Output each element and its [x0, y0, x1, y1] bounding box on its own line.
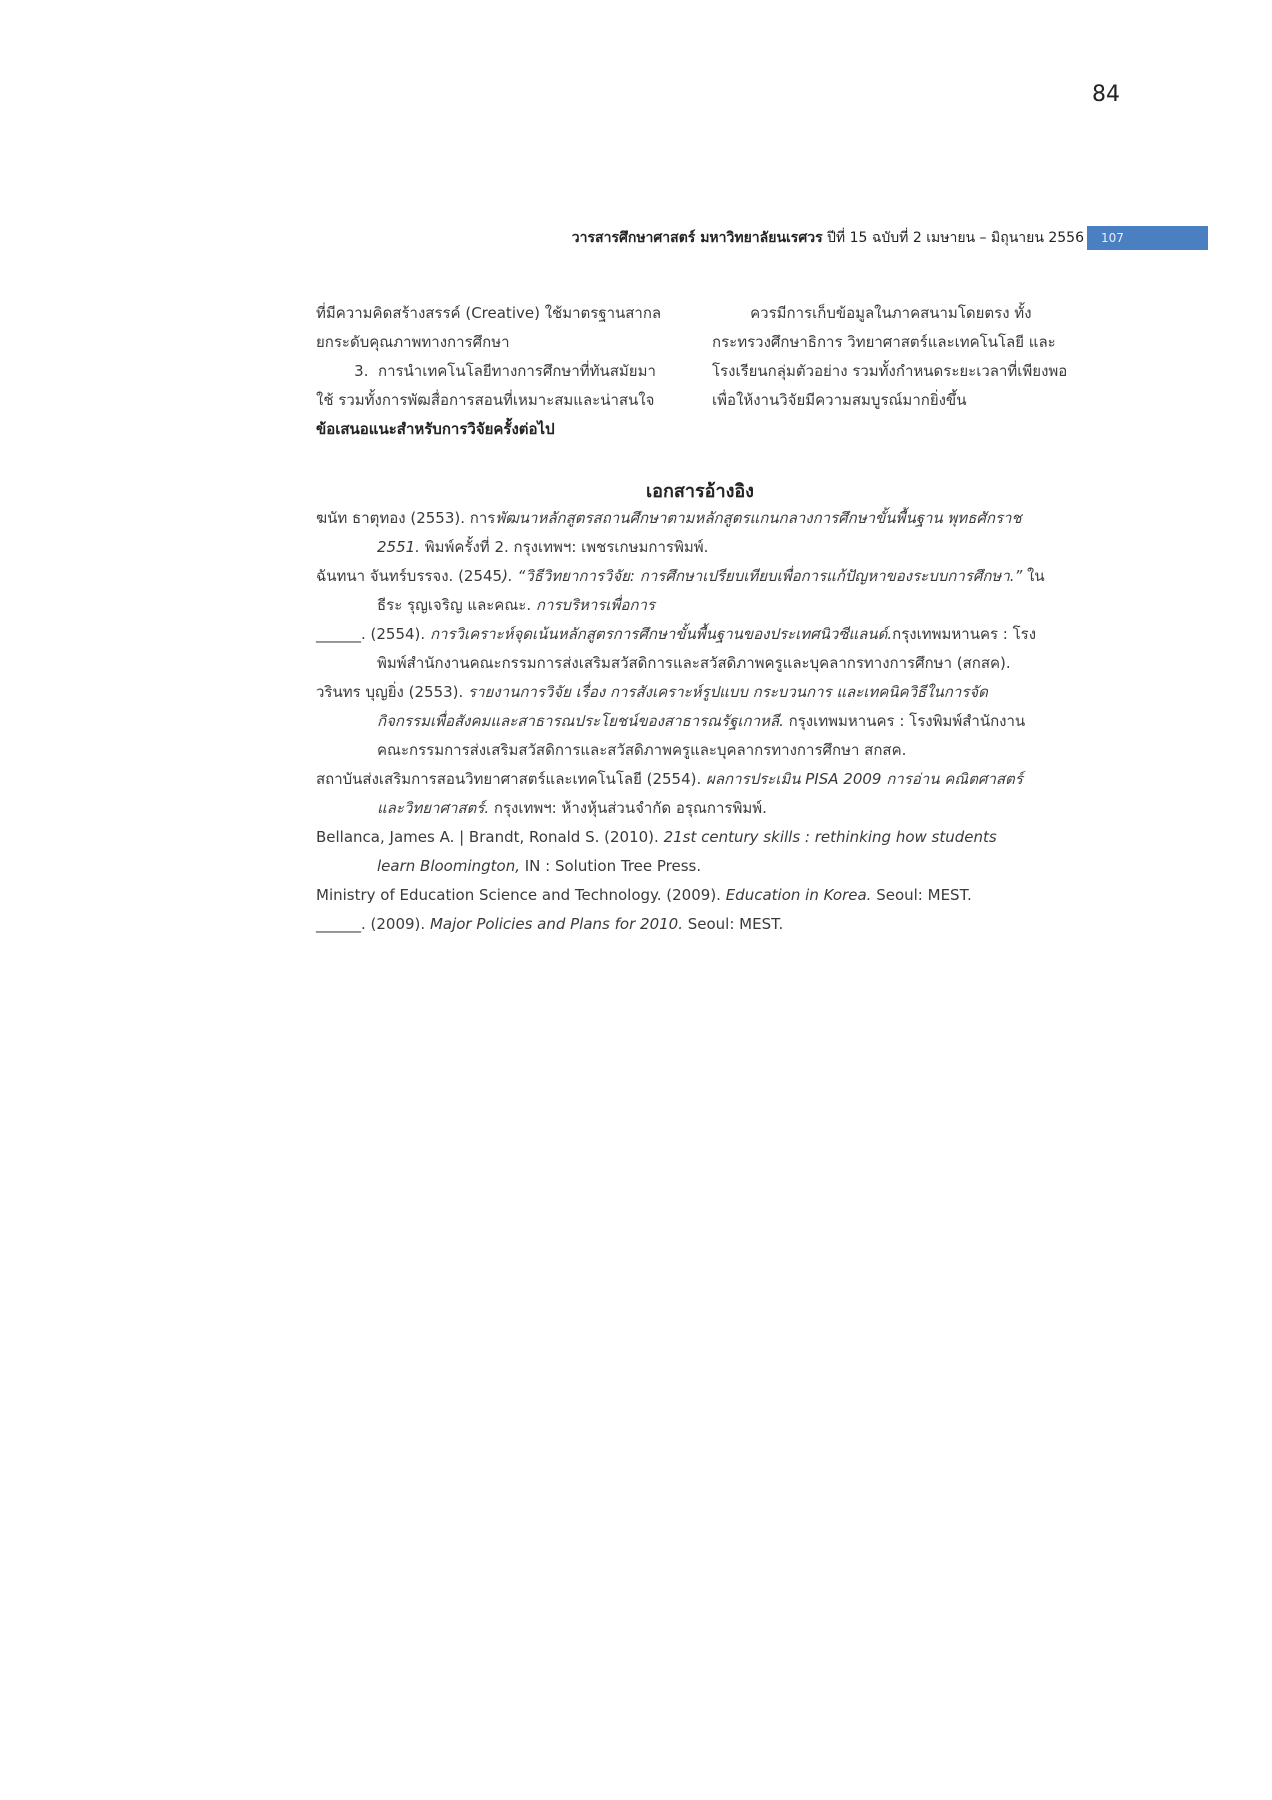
reference-text: กรุงเทพฯ: ห้างหุ้นส่วนจำกัด อรุณการพิมพ์.: [489, 799, 767, 817]
reference-title-text: Major Policies and Plans for 2010.: [429, 915, 683, 933]
reference-text: กรุงเทพมหานคร : โรง: [892, 625, 1037, 643]
reference-text: วรินทร บุญยิ่ง (2553).: [316, 683, 469, 701]
reference-line: [377, 739, 906, 761]
reference-line: [377, 797, 767, 819]
reference-text: Seoul: MEST.: [682, 915, 784, 933]
reference-title-text: พัฒนาหลักสูตรสถานศึกษาตามหลักสูตรแกนกลางการศึกษาขั้นพื้นฐาน พุทธศักราช: [495, 509, 1022, 527]
reference-line: [316, 681, 988, 703]
reference-title-text: การบริหารเพื่อการ: [535, 596, 655, 614]
reference-line: [316, 826, 997, 848]
reference-title-text: Education in Korea.: [725, 886, 872, 904]
reference-text: ฆนัท ธาตุทอง (2553). การ: [316, 509, 496, 527]
reference-line: [316, 884, 972, 906]
reference-title-text: การวิเคราะห์จุดเน้นหลักสูตรการศึกษาขั้นพื้นฐานของประเทศนิวซีแลนด์.: [429, 625, 893, 643]
reference-line: [377, 536, 708, 558]
reference-title-text: learn Bloomington,: [377, 857, 520, 875]
reference-text: พิมพ์สำนักงานคณะกรรมการส่งเสริมสวัสดิการและสวัสดิภาพครูและบุคลากรทางการศึกษา (สกสค).: [377, 654, 1011, 672]
reference-line: [316, 565, 1045, 587]
body-left-line: 3. การนำเทคโนโลยีทางการศึกษาที่ทันสมัยมา: [316, 362, 656, 380]
reference-title-text: รายงานการวิจัย เรื่อง การสังเคราะห์รูปแบบ กระบวนการ และเทคนิควิธีในการจัด: [468, 683, 988, 701]
reference-text: IN : Solution Tree Press.: [519, 857, 702, 875]
reference-text: Bellanca, James A. | Brandt, Ronald S. (2010).: [316, 828, 664, 846]
body-right-line: ควรมีการเก็บข้อมูลในภาคสนามโดยตรง ทั้ง: [712, 304, 1032, 322]
page-number: 84: [1092, 82, 1120, 107]
reference-text: ธีระ รุญเจริญ และคณะ.: [377, 596, 536, 614]
reference-text: พิมพ์ครั้งที่ 2. กรุงเทพฯ: เพชรเกษมการพิมพ์.: [419, 538, 709, 556]
reference-line: [316, 623, 1036, 645]
reference-line: [377, 652, 1011, 674]
reference-text: คณะกรรมการส่งเสริมสวัสดิการและสวัสดิภาพครูและบุคลากรทางการศึกษา สกสค.: [377, 741, 907, 759]
references-title: เอกสารอ้างอิง: [646, 481, 754, 502]
running-header: [572, 226, 1084, 250]
reference-title-text: ผลการประเมิน PISA 2009 การอ่าน คณิตศาสตร์: [706, 770, 1023, 788]
reference-line: [377, 710, 1025, 732]
reference-title-text: ). “วิธีวิทยาการวิจัย: การศึกษาเปรียบเทียบเพื่อการแก้ปัญหาของระบบการศึกษา.”: [502, 567, 1023, 585]
reference-line: [316, 768, 1023, 790]
suggestion-heading: ข้อเสนอแนะสำหรับการวิจัยครั้งต่อไป: [316, 420, 555, 438]
body-left-line: ใช้ รวมทั้งการพัฒสื่อการสอนที่เหมาะสมและน่าสนใจ: [316, 391, 655, 409]
reference-line: [377, 594, 655, 616]
reference-title-text: 2551.: [377, 538, 420, 556]
reference-line: [316, 507, 1022, 529]
reference-text: กรุงเทพมหานคร : โรงพิมพ์สำนักงาน: [783, 712, 1026, 730]
reference-text: ______. (2554).: [316, 625, 430, 643]
reference-text: ฉันทนา จันทร์บรรจง. (2545: [316, 567, 503, 585]
body-left-line: ที่มีความคิดสร้างสรรค์ (Creative) ใช้มาตรฐานสากล: [316, 304, 662, 322]
body-right-line: เพื่อให้งานวิจัยมีความสมบูรณ์มากยิ่งขึ้น: [712, 391, 967, 409]
body-left-line: ยกระดับคุณภาพทางการศึกษา: [316, 333, 510, 351]
reference-title-text: กิจกรรมเพื่อสังคมและสาธารณประโยชน์ของสาธารณรัฐเกาหลี.: [377, 712, 784, 730]
body-right-line: กระทรวงศึกษาธิการ วิทยาศาสตร์และเทคโนโลยี และ: [712, 333, 1056, 351]
journal-page-badge: 107: [1087, 226, 1208, 250]
reference-title-text: 21st century skills : rethinking how students: [663, 828, 997, 846]
reference-line: [377, 855, 701, 877]
reference-text: Ministry of Education Science and Technology. (2009).: [316, 886, 726, 904]
journal-name: วารสารศึกษาศาสตร์ มหาวิทยาลัยนเรศวร: [571, 230, 823, 246]
reference-text: ______. (2009).: [316, 915, 430, 933]
journal-issue: ปีที่ 15 ฉบับที่ 2 เมษายน – มิถุนายน 2556: [822, 230, 1084, 246]
reference-title-text: และวิทยาศาสตร์.: [377, 799, 490, 817]
reference-line: [316, 913, 783, 935]
reference-text: สถาบันส่งเสริมการสอนวิทยาศาสตร์และเทคโนโลยี (2554).: [316, 770, 707, 788]
body-right-line: โรงเรียนกลุ่มตัวอย่าง รวมทั้งกำหนดระยะเวลาที่เพียงพอ: [712, 362, 1068, 380]
reference-text: Seoul: MEST.: [871, 886, 972, 904]
reference-text: ใน: [1022, 567, 1045, 585]
